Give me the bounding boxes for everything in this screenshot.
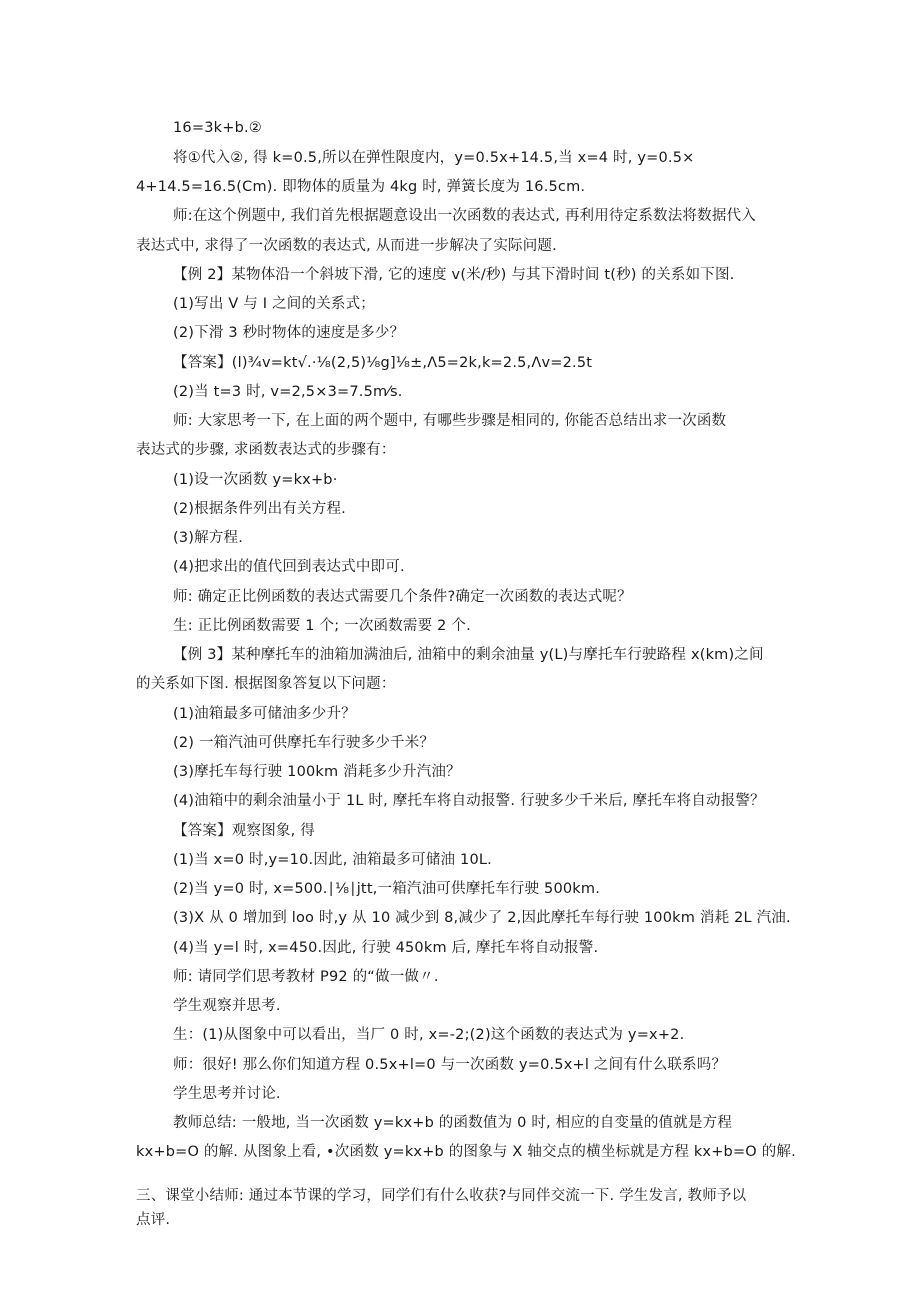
text-line: 的关系如下图. 根据图象答复以下问题： <box>136 676 396 692</box>
text-line: 【例 3】某种摩托车的油箱加满油后, 油箱中的剩余油量 y(L)与摩托车行驶路程 x(km)之间 <box>173 647 764 663</box>
text-line: 师: 大家思考一下, 在上面的两个题中, 有哪些步骤是相同的, 你能否总结出求一次函数 <box>173 413 727 429</box>
text-line: (4)油箱中的剩余油量小于 1L 时, 摩托车将自动报警. 行驶多少千米后, 摩托车将自动报警？ <box>173 793 765 809</box>
text-line: (3)X 从 0 增加到 loo 时,y 从 10 减少到 8,减少了 2,因此摩托车每行驶 100km 消耗 2L 汽油. <box>173 910 791 926</box>
text-line: 学生观察并思考. <box>173 998 281 1014</box>
text-line: (1)设一次函数 y=kx+b· <box>173 472 338 488</box>
text-line: 生: 正比例函数需要 1 个; 一次函数需要 2 个. <box>173 618 471 634</box>
text-line: 师:在这个例题中, 我们首先根据题意设出一次函数的表达式, 再利用待定系数法将数据代入 <box>173 208 756 224</box>
text-line: (3)解方程. <box>173 530 244 546</box>
text-line: 师: 请同学们思考教材 P92 的“做一做〃. <box>173 969 439 985</box>
text-line: (3)摩托车每行驶 100km 消耗多少升汽油？ <box>173 764 461 780</box>
text-line: (2)下滑 3 秒时物体的速度是多少？ <box>173 325 405 341</box>
text-line: (2)当 y=0 时, x=500.∣⅛∣jtt,一箱汽油可供摩托车行驶 500km. <box>173 881 601 897</box>
text-line: 师: 确定正比例函数的表达式需要几个条件?确定一次函数的表达式呢？ <box>173 589 632 605</box>
text-line: 三、课堂小结师: 通过本节课的学习，同学们有什么收获?与同伴交流一下. 学生发言, 教师予以 <box>136 1188 747 1204</box>
text-line: (1)写出 V 与 I 之间的关系式； <box>173 296 375 312</box>
text-line: kx+b=O 的解. 从图象上看, •次函数 y=kx+b 的图象与 X 轴交点的横坐标就是方程 kx+b=O 的解. <box>136 1144 796 1160</box>
text-line: 学生思考并讨论. <box>173 1086 281 1102</box>
text-line: 将①代入②, 得 k=0.5,所以在弹性限度内，y=0.5x+14.5,当 x=4 时, y=0.5× <box>173 150 695 166</box>
text-line: 16=3k+b.② <box>173 120 262 136</box>
text-line: 【例 2】某物体沿一个斜坡下滑, 它的速度 v(米/秒) 与其下滑时间 t(秒) 的关系如下图. <box>173 267 735 283</box>
text-line: 4+14.5=16.5(Cm). 即物体的质量为 4kg 时, 弹簧长度为 16.5cm. <box>136 179 586 195</box>
text-line: 师：很好! 那么你们知道方程 0.5x+l=0 与一次函数 y=0.5x+l 之间有什么联系吗？ <box>173 1057 727 1073</box>
text-line: 生：(1)从图象中可以看出，当厂 0 时, x=-2;(2)这个函数的表达式为 y=x+2. <box>173 1027 685 1043</box>
text-line: (4)当 y=l 时, x=450.因此, 行驶 450km 后, 摩托车将自动报警. <box>173 940 599 956</box>
text-line: 表达式的步骤, 求函数表达式的步骤有： <box>136 442 396 458</box>
text-line: (2) 一箱汽油可供摩托车行驶多少千米？ <box>173 735 435 751</box>
text-line: (4)把求出的值代回到表达式中即可. <box>173 559 405 575</box>
text-line: (1)油箱最多可储油多少升？ <box>173 706 356 722</box>
text-line: (2)根据条件列出有关方程. <box>173 501 346 517</box>
text-line: 【答案】观察图象, 得 <box>173 823 315 839</box>
text-line: (1)当 x=0 时,y=10.因此, 油箱最多可储油 10L. <box>173 852 492 868</box>
text-line: 【答案】(l)¾v=kt√.·⅛(2,5)⅛g]⅛±,Λ5=2k,k=2.5,Λv=2.5t <box>173 355 593 371</box>
text-line: 点评. <box>136 1212 171 1228</box>
text-line: 教师总结: 一般地, 当一次函数 y=kx+b 的函数值为 0 时, 相应的自变量的值就是方程 <box>173 1115 733 1131</box>
text-line: (2)当 t=3 时, v=2,5×3=7.5m⁄s. <box>173 384 403 400</box>
text-line: 表达式中, 求得了一次函数的表达式, 从而进一步解决了实际问题. <box>136 238 557 254</box>
